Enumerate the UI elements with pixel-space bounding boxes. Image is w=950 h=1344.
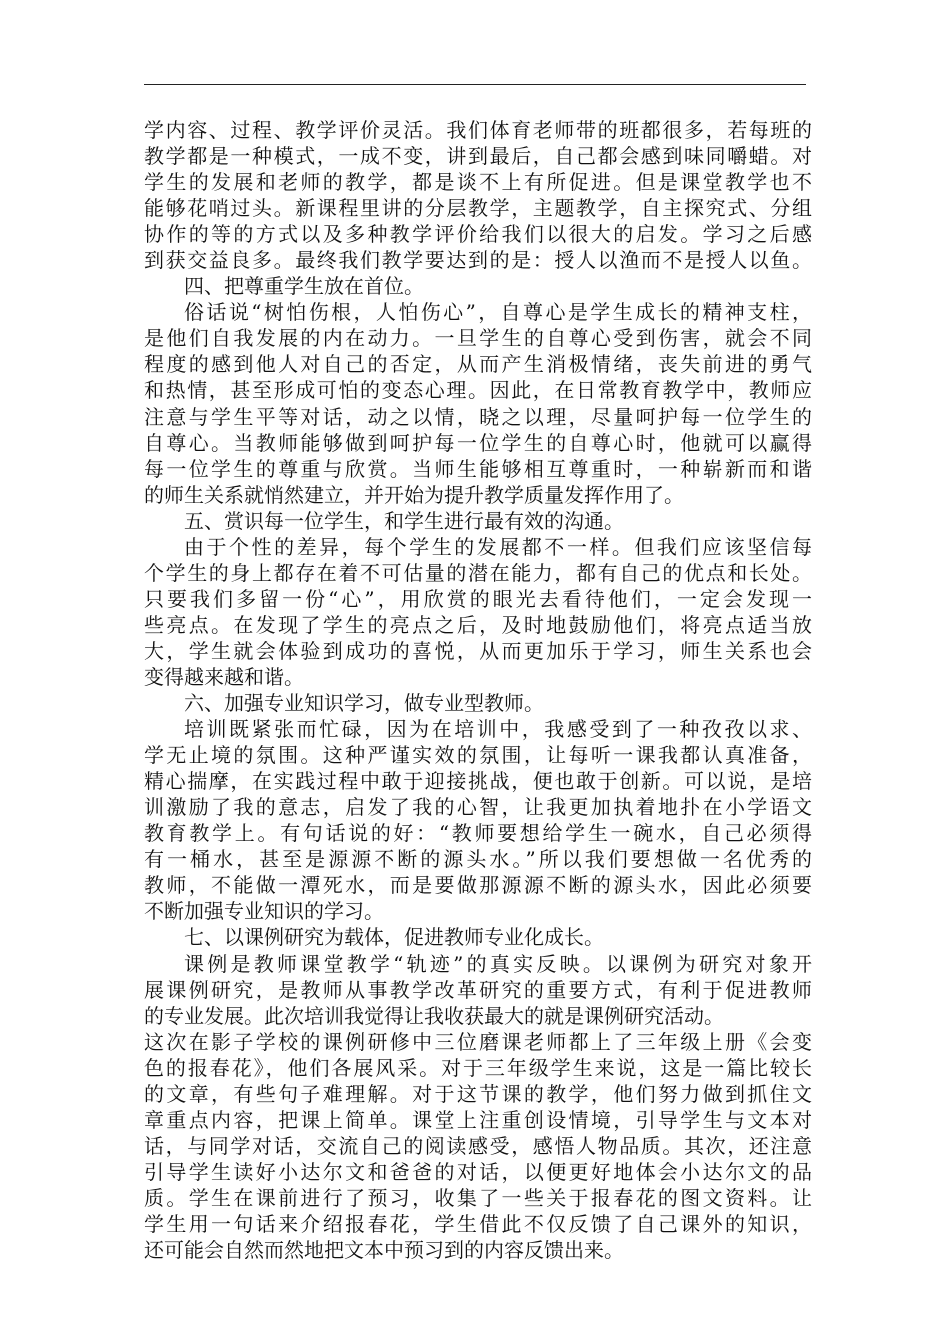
text-line: 和热情，甚至形成可怕的变态心理。因此，在日常教育教学中，教师应: [144, 378, 812, 403]
text-line: 由于个性的差异，每个学生的发展都不一样。但我们应该坚信每: [184, 534, 812, 559]
section-heading: 五、赏识每一位学生，和学生进行最有效的沟通。: [184, 508, 624, 533]
text-line: 的文章，有些句子难理解。对于这节课的教学，他们努力做到抓住文: [144, 1081, 812, 1106]
section-heading: 四、把尊重学生放在首位。: [184, 274, 424, 299]
text-line: 学生用一句话来介绍报春花，学生借此不仅反馈了自己课外的知识，: [144, 1211, 812, 1236]
document-body: [144, 117, 812, 1263]
text-line: 变得越来越和谐。: [144, 664, 304, 689]
text-line: 自尊心。当教师能够做到呵护每一位学生的自尊心时，他就可以赢得: [144, 430, 812, 455]
text-line: 展课例研究，是教师从事教学改革研究的重要方式，有利于促进教师: [144, 977, 812, 1002]
text-line: 注意与学生平等对话，动之以情，晓之以理，尽量呵护每一位学生的: [144, 404, 812, 429]
text-line: 质。学生在课前进行了预习，收集了一些关于报春花的图文资料。让: [144, 1185, 812, 1210]
text-line: 些亮点。在发现了学生的亮点之后，及时地鼓励他们，将亮点适当放: [144, 612, 812, 637]
text-line: 培训既紧张而忙碌，因为在培训中，我感受到了一种孜孜以求、: [184, 717, 812, 742]
text-line: 引导学生读好小达尔文和爸爸的对话，以便更好地体会小达尔文的品: [144, 1159, 812, 1184]
text-line: 有一桶水，甚至是源源不断的源头水。”所以我们要想做一名优秀的: [144, 847, 812, 872]
text-line: 程度的感到他人对自己的否定，从而产生消极情绪，丧失前进的勇气: [144, 352, 812, 377]
text-line: 教师，不能做一潭死水，而是要做那源源不断的源头水，因此必须要: [144, 873, 812, 898]
text-line: 不断加强专业知识的学习。: [144, 899, 384, 924]
text-line: 色的报春花》，他们各展风采。对于三年级学生来说，这是一篇比较长: [144, 1055, 812, 1080]
text-line: 的师生关系就悄然建立，并开始为提升教学质量发挥作用了。: [144, 482, 684, 507]
text-line: 只要我们多留一份“心”，用欣赏的眼光去看待他们，一定会发现一: [144, 586, 812, 611]
text-line: 学生的发展和老师的教学，都是谈不上有所促进。但是课堂教学也不: [144, 170, 812, 195]
text-line: 协作的等的方式以及多种教学评价给我们以很大的启发。学习之后感: [144, 222, 812, 247]
section-heading: 七、以课例研究为载体，促进教师专业化成长。: [184, 925, 604, 950]
text-line: 到获交益良多。最终我们教学要达到的是：授人以渔而不是授人以鱼。: [144, 248, 812, 273]
text-line: 大，学生就会体验到成功的喜悦，从而更加乐于学习，师生关系也会: [144, 638, 812, 663]
text-line: 精心揣摩，在实践过程中敢于迎接挑战，便也敢于创新。可以说，是培: [144, 769, 812, 794]
text-line: 教育教学上。有句话说的好：“教师要想给学生一碗水，自己必须得: [144, 821, 812, 846]
header-rule: [144, 84, 806, 85]
text-line: 俗话说“树怕伤根，人怕伤心”，自尊心是学生成长的精神支柱，: [184, 300, 812, 325]
text-line: 这次在影子学校的课例研修中三位磨课老师都上了三年级上册《会变: [144, 1029, 812, 1054]
text-line: 章重点内容，把课上简单。课堂上注重创设情境，引导学生与文本对: [144, 1107, 812, 1132]
text-line: 学内容、过程、教学评价灵活。我们体育老师带的班都很多，若每班的: [144, 118, 812, 142]
text-line: 教学都是一种模式，一成不变，讲到最后，自己都会感到味同嚼蜡。对: [144, 144, 812, 169]
text-line: 还可能会自然而然地把文本中预习到的内容反馈出来。: [144, 1238, 624, 1263]
section-heading: 六、加强专业知识学习，做专业型教师。: [184, 691, 544, 716]
text-line: 个学生的身上都存在着不可估量的潜在能力，都有自己的优点和长处。: [144, 560, 812, 585]
text-line: 话，与同学对话，交流自己的阅读感受，感悟人物品质。其次，还注意: [144, 1133, 812, 1158]
text-line: 课例是教师课堂教学“轨迹”的真实反映。以课例为研究对象开: [184, 951, 812, 976]
text-line: 学无止境的氛围。这种严谨实效的氛围，让每听一课我都认真准备，: [144, 743, 812, 768]
text-line: 训激励了我的意志，启发了我的心智，让我更加执着地扑在小学语文: [144, 795, 812, 820]
text-line: 每一位学生的尊重与欣赏。当师生能够相互尊重时，一种崭新而和谐: [144, 456, 812, 481]
text-line: 是他们自我发展的内在动力。一旦学生的自尊心受到伤害，就会不同: [144, 326, 812, 351]
text-line: 的专业发展。此次培训我觉得让我收获最大的就是课例研究活动。: [144, 1003, 724, 1028]
text-line: 能够花哨过头。新课程里讲的分层教学，主题教学，自主探究式、分组: [144, 196, 812, 221]
